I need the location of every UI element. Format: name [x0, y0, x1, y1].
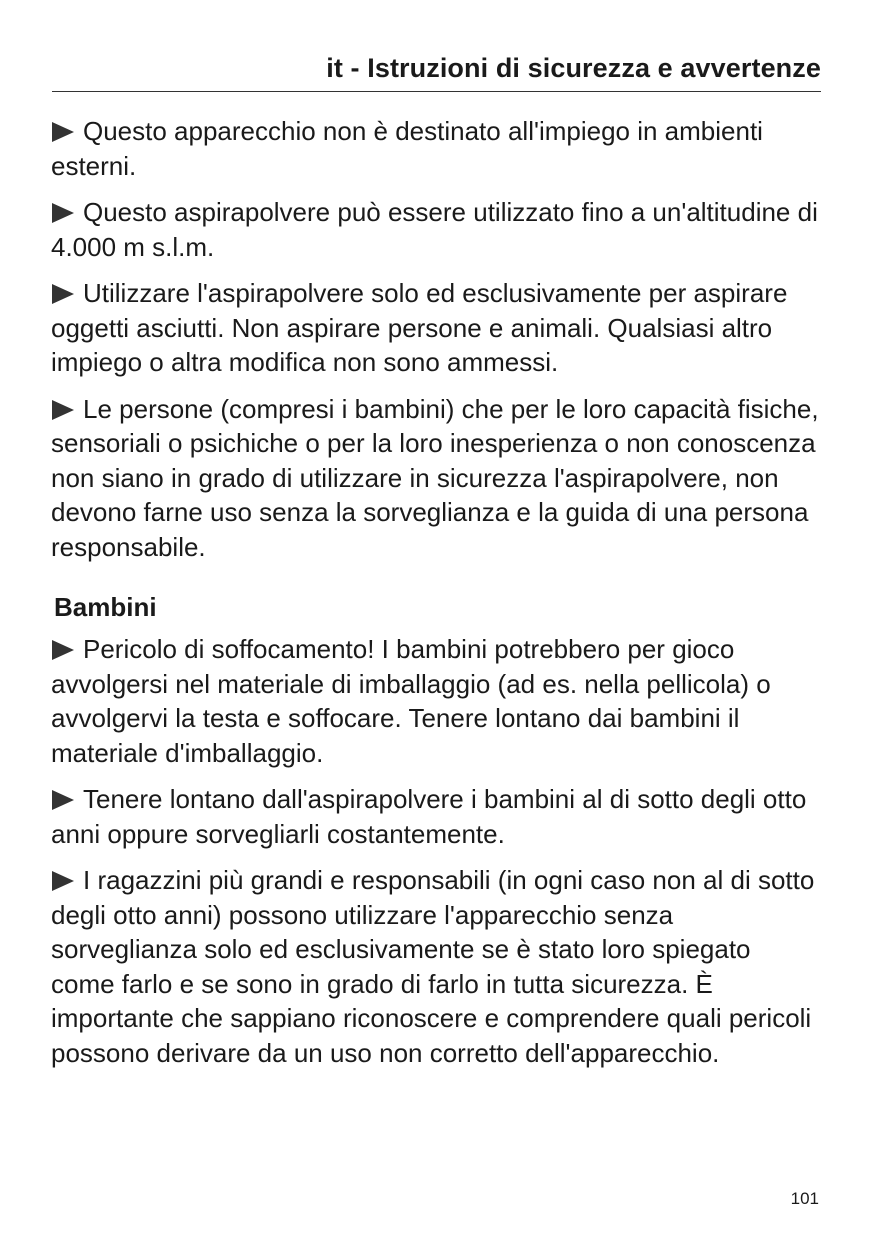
bullet-arrow-icon — [52, 640, 74, 660]
safety-paragraph — [51, 392, 821, 565]
bullet-arrow-icon — [52, 400, 74, 420]
bullet-arrow-icon — [52, 790, 74, 810]
document-body — [51, 114, 821, 1082]
safety-paragraph — [51, 863, 821, 1070]
paragraph-text: Le persone (compresi i bambini) che per le loro capacità fisiche, sensoriali o psichiche o per la loro inesperienza o non conoscenza non siano in grado di utilizzare in sicurezza l'aspirapolvere, non devono farne uso senza la sorveglianza e la guida di una persona responsabile. — [51, 393, 819, 562]
paragraph-text: I ragazzini più grandi e responsabili (in ogni caso non al di sotto degli otto anni) possono utilizzare l'apparecchio senza sorveglianza solo ed esclusivamente se è stato loro spiegato come farlo e se sono in grado di farlo in tutta sicurezza. È importante che sappiano riconoscere e comprendere quali pericoli possono derivare da un uso non corretto dell'apparecchio. — [51, 865, 815, 1068]
bullet-arrow-icon — [52, 284, 74, 304]
safety-paragraph — [51, 632, 821, 770]
safety-paragraph — [51, 276, 821, 380]
page-header — [52, 52, 821, 92]
safety-paragraph — [51, 195, 821, 264]
paragraph-text: Questo apparecchio non è destinato all'impiego in ambienti esterni. — [51, 116, 763, 181]
paragraph-text: Utilizzare l'aspirapolvere solo ed esclusivamente per aspirare oggetti asciutti. Non aspirare persone e animali. Qualsiasi altro impiego o altra modifica non sono ammessi. — [51, 278, 788, 377]
bullet-arrow-icon — [52, 122, 74, 142]
paragraph-text: Tenere lontano dall'aspirapolvere i bambini al di sotto degli otto anni oppure sorvegliarli costantemente. — [51, 784, 807, 849]
bullet-arrow-icon — [52, 203, 74, 223]
safety-paragraph — [51, 782, 821, 851]
paragraph-text: Questo aspirapolvere può essere utilizzato fino a un'altitudine di 4.000 m s.l.m. — [51, 197, 818, 262]
page-title: it - Istruzioni di sicurezza e avvertenze — [326, 53, 821, 83]
page-number: 101 — [790, 1189, 819, 1208]
section-heading: Bambini — [54, 592, 157, 622]
paragraph-text: Pericolo di soffocamento! I bambini potrebbero per gioco avvolgersi nel materiale di imballaggio (ad es. nella pellicola) o avvolgervi la testa e soffocare. Tenere lontano dai bambini il materiale d'imballaggio. — [51, 634, 771, 768]
safety-paragraph — [51, 114, 821, 183]
bullet-arrow-icon — [52, 871, 74, 891]
